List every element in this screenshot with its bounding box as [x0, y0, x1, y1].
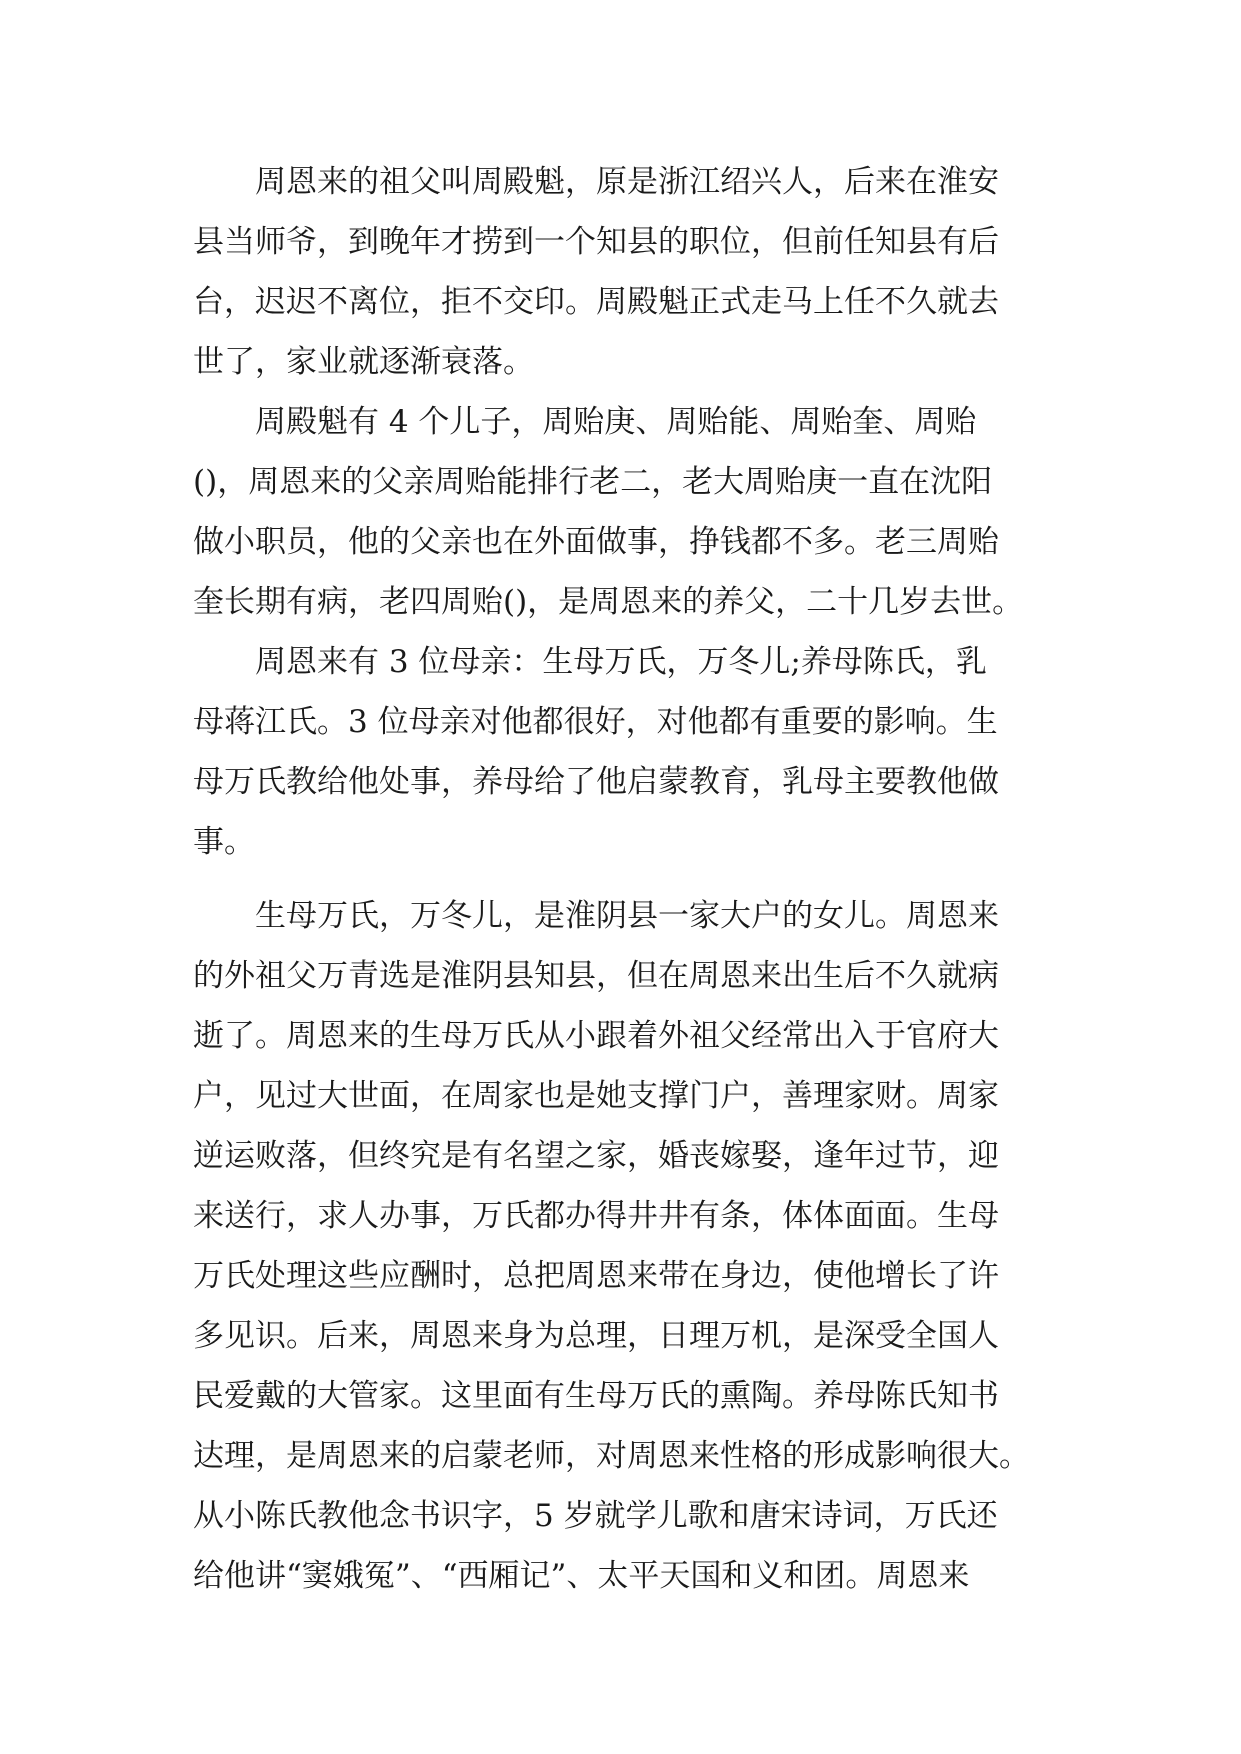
text-line: 的外祖父万青选是淮阴县知县，但在周恩来出生后不久就病	[193, 958, 999, 994]
text-line: 生母万氏，万冬儿，是淮阴县一家大户的女儿。周恩来	[255, 898, 999, 934]
text-line: ()，周恩来的父亲周贻能排行老二，老大周贻庚一直在沈阳	[193, 464, 993, 500]
text-line: 母蒋江氏。3 位母亲对他都很好，对他都有重要的影响。生	[193, 704, 998, 740]
text-line: 奎长期有病，老四周贻()，是周恩来的养父，二十几岁去世。	[193, 584, 1024, 620]
paragraph-4	[193, 886, 1053, 1606]
text-line: 民爱戴的大管家。这里面有生母万氏的熏陶。养母陈氏知书	[193, 1378, 999, 1414]
text-line: 母万氏教给他处事，养母给了他启蒙教育，乳母主要教他做	[193, 764, 999, 800]
text-line: 周恩来的祖父叫周殿魁，原是浙江绍兴人，后来在淮安	[255, 164, 999, 200]
text-line: 来送行，求人办事，万氏都办得井井有条，体体面面。生母	[193, 1198, 999, 1234]
text-line: 逝了。周恩来的生母万氏从小跟着外祖父经常出入于官府大	[193, 1018, 999, 1054]
text-line: 给他讲“窦娥冤”、“西厢记”、太平天国和义和团。周恩来	[193, 1558, 970, 1594]
text-line: 多见识。后来，周恩来身为总理，日理万机，是深受全国人	[193, 1318, 999, 1354]
body-text	[193, 152, 1053, 1606]
text-line: 从小陈氏教他念书识字，5 岁就学儿歌和唐宋诗词，万氏还	[193, 1498, 998, 1534]
text-line: 万氏处理这些应酬时，总把周恩来带在身边，使他增长了许	[193, 1258, 999, 1294]
text-line: 事。	[193, 824, 255, 860]
text-line: 世了，家业就逐渐衰落。	[193, 344, 534, 380]
paragraph-2	[193, 392, 1053, 632]
text-line: 户，见过大世面，在周家也是她支撑门户，善理家财。周家	[193, 1078, 999, 1114]
paragraph-3	[193, 632, 1053, 872]
text-line: 达理，是周恩来的启蒙老师，对周恩来性格的形成影响很大。	[193, 1438, 1030, 1474]
text-line: 县当师爷，到晚年才捞到一个知县的职位，但前任知县有后	[193, 224, 999, 260]
text-line: 台，迟迟不离位，拒不交印。周殿魁正式走马上任不久就去	[193, 284, 999, 320]
text-line: 逆运败落，但终究是有名望之家，婚丧嫁娶，逢年过节，迎	[193, 1138, 999, 1174]
text-line: 做小职员，他的父亲也在外面做事，挣钱都不多。老三周贻	[193, 524, 999, 560]
text-line: 周殿魁有 4 个儿子，周贻庚、周贻能、周贻奎、周贻	[255, 404, 977, 440]
paragraph-1	[193, 152, 1053, 392]
text-line: 周恩来有 3 位母亲：生母万氏，万冬儿;养母陈氏，乳	[255, 644, 987, 680]
